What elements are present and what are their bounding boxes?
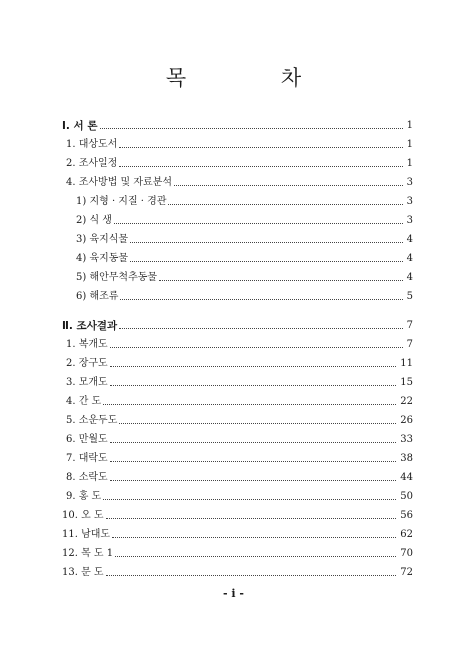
toc-subitem-label: 5) 해안무척추동물	[76, 272, 158, 283]
toc-item-label: 2. 장구도	[66, 358, 108, 369]
toc-item[interactable]	[0, 392, 467, 408]
toc-subitem-page: 3	[406, 196, 413, 207]
page-number-footer: - i -	[223, 587, 244, 600]
toc-item[interactable]	[0, 335, 467, 351]
toc-subitem-label: 6) 해조류	[76, 291, 119, 302]
leader-dots	[112, 536, 396, 538]
toc-item-label: 12. 목 도 1	[62, 548, 114, 559]
leader-dots	[110, 365, 397, 367]
leader-dots	[168, 203, 402, 205]
toc-item[interactable]	[0, 506, 467, 522]
toc-item-label: 1. 대상도서	[66, 139, 118, 150]
toc-section-1-label: Ⅰ. 서 론	[62, 120, 98, 132]
toc-subitem-page: 5	[406, 291, 413, 302]
toc-item-label: 4. 조사방법 및 자료분석	[66, 177, 173, 188]
toc-subitem-label: 1) 지형 · 지질 · 경관	[76, 196, 167, 207]
toc-subitem-label: 4) 육지동물	[76, 253, 129, 264]
toc-item[interactable]	[0, 525, 467, 541]
toc-item-page: 7	[406, 339, 413, 350]
toc-subitem[interactable]	[0, 249, 467, 265]
toc-subitem-page: 4	[406, 253, 413, 264]
toc-item[interactable]	[0, 468, 467, 484]
toc-item-label: 10. 오 도	[62, 510, 104, 521]
toc-item-page: 50	[400, 491, 413, 502]
toc-item[interactable]	[0, 354, 467, 370]
toc-section-1[interactable]	[0, 116, 467, 132]
toc-item[interactable]	[0, 154, 467, 170]
leader-dots	[110, 384, 397, 386]
toc-item[interactable]	[0, 173, 467, 189]
toc-item-page: 72	[400, 567, 413, 578]
leader-dots	[115, 555, 396, 557]
toc-subitem[interactable]	[0, 230, 467, 246]
toc-section-2[interactable]	[0, 316, 467, 332]
toc-item-page: 11	[400, 358, 413, 369]
toc-item-label: 13. 문 도	[62, 567, 104, 578]
leader-dots	[159, 279, 403, 281]
toc-item[interactable]	[0, 563, 467, 579]
toc-item-page: 15	[400, 377, 413, 388]
toc-subitem-page: 3	[406, 215, 413, 226]
toc-subitem-page: 4	[406, 272, 413, 283]
toc-item[interactable]	[0, 487, 467, 503]
leader-dots	[106, 574, 397, 576]
leader-dots	[130, 260, 403, 262]
toc-item[interactable]	[0, 373, 467, 389]
toc-item-label: 11. 남대도	[62, 529, 111, 540]
leader-dots	[100, 127, 403, 129]
leader-dots	[119, 165, 402, 167]
leader-dots	[120, 298, 402, 300]
toc-item-label: 7. 대락도	[66, 453, 108, 464]
leader-dots	[110, 346, 403, 348]
leader-dots	[110, 460, 397, 462]
leader-dots	[119, 146, 402, 148]
leader-dots	[114, 222, 403, 224]
toc-item-page: 70	[400, 548, 413, 559]
toc-subitem[interactable]	[0, 268, 467, 284]
leader-dots	[174, 184, 403, 186]
toc-item-label: 8. 소락도	[66, 472, 108, 483]
toc-subitem-label: 2) 식 생	[76, 215, 112, 226]
toc-item-label: 9. 홍 도	[66, 491, 102, 502]
toc-item[interactable]	[0, 430, 467, 446]
toc-item-label: 3. 모개도	[66, 377, 108, 388]
page-title: 목 차	[165, 66, 346, 90]
toc-section-1-page: 1	[406, 120, 413, 131]
leader-dots	[106, 517, 397, 519]
toc-item[interactable]	[0, 544, 467, 560]
toc-item-page: 62	[400, 529, 413, 540]
toc-item-page: 22	[400, 396, 413, 407]
toc-subitem-label: 3) 육지식물	[76, 234, 129, 245]
toc-item-page: 26	[400, 415, 413, 426]
leader-dots	[119, 422, 396, 424]
toc-item-page: 1	[406, 139, 413, 150]
leader-dots	[130, 241, 403, 243]
toc-item[interactable]	[0, 411, 467, 427]
toc-item-page: 44	[400, 472, 413, 483]
toc-item-label: 4. 간 도	[66, 396, 102, 407]
toc-subitem[interactable]	[0, 287, 467, 303]
toc-item-label: 2. 조사일정	[66, 158, 118, 169]
toc-subitem[interactable]	[0, 192, 467, 208]
toc-subitem[interactable]	[0, 211, 467, 227]
leader-dots	[103, 403, 396, 405]
toc-item-page: 56	[400, 510, 413, 521]
toc-item-label: 5. 소운두도	[66, 415, 118, 426]
toc-section-2-page: 7	[406, 320, 413, 331]
toc-item-page: 38	[400, 453, 413, 464]
toc-item-page: 1	[406, 158, 413, 169]
leader-dots	[103, 498, 396, 500]
toc-item[interactable]	[0, 135, 467, 151]
toc-item-page: 33	[400, 434, 413, 445]
toc-item-label: 1. 복개도	[66, 339, 108, 350]
toc-section-2-label: Ⅱ. 조사결과	[62, 320, 118, 332]
toc-item-page: 3	[406, 177, 413, 188]
leader-dots	[119, 327, 402, 329]
leader-dots	[110, 479, 397, 481]
leader-dots	[110, 441, 397, 443]
toc-item[interactable]	[0, 449, 467, 465]
toc-subitem-page: 4	[406, 234, 413, 245]
toc-item-label: 6. 만월도	[66, 434, 108, 445]
